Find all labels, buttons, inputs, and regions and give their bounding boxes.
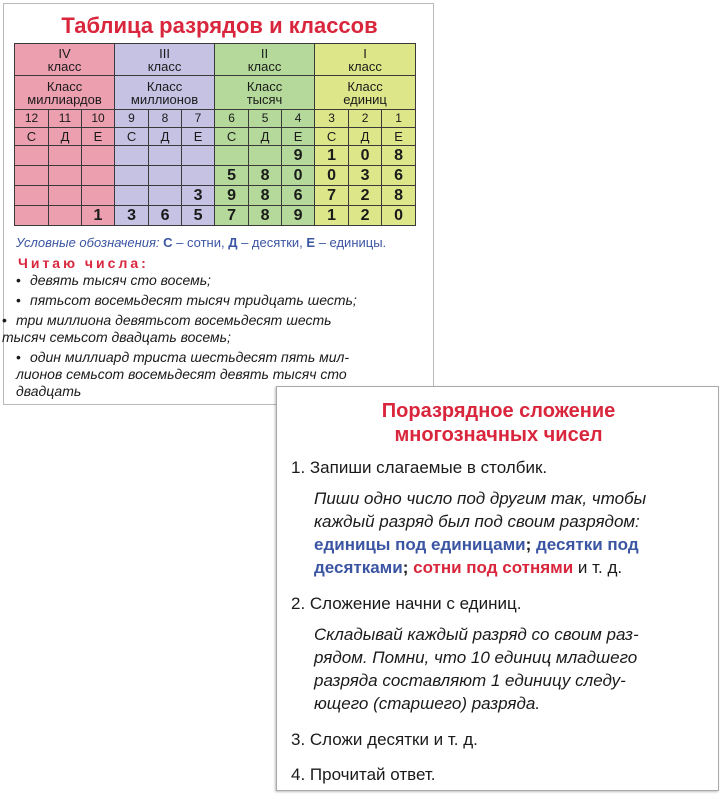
legend-tens-letter: Д bbox=[228, 235, 238, 250]
digit-cell: 3 bbox=[115, 206, 149, 226]
digit-cell: 0 bbox=[282, 166, 315, 186]
digit-cell: 8 bbox=[249, 166, 282, 186]
rank-letter: Д bbox=[249, 128, 282, 146]
rank-position: 8 bbox=[149, 110, 182, 128]
step-2 bbox=[291, 593, 711, 715]
digit-cell: 9 bbox=[215, 186, 249, 206]
bullet: • bbox=[16, 349, 21, 365]
rank-letter: Д bbox=[149, 128, 182, 146]
class-name-units: Класс единиц bbox=[315, 76, 416, 110]
digit-cell: 7 bbox=[215, 206, 249, 226]
digit-cell bbox=[82, 146, 115, 166]
reading-list bbox=[2, 272, 426, 403]
class-name-billions: Класс миллиардов bbox=[15, 76, 115, 110]
step-1-heading: 1. Запиши слагаемые в столбик. bbox=[291, 458, 548, 477]
rank-letter: С bbox=[115, 128, 149, 146]
digit-cell: 9 bbox=[282, 146, 315, 166]
digit-cell: 3 bbox=[349, 166, 382, 186]
rank-letter: Д bbox=[349, 128, 382, 146]
rank-position: 7 bbox=[182, 110, 215, 128]
step-2-heading: 2. Сложение начни с единиц. bbox=[291, 594, 522, 613]
digit-cell bbox=[49, 206, 82, 226]
digit-cell: 0 bbox=[315, 166, 349, 186]
rank-position: 12 bbox=[15, 110, 49, 128]
digit-cell bbox=[82, 166, 115, 186]
digit-cell bbox=[149, 186, 182, 206]
class-i-header: I класс bbox=[315, 44, 416, 76]
digit-cell bbox=[15, 206, 49, 226]
number-row bbox=[15, 186, 416, 206]
rank-letter-row bbox=[15, 128, 416, 146]
digit-cell bbox=[15, 186, 49, 206]
step-4-heading: 4. Прочитай ответ. bbox=[291, 765, 436, 784]
digit-cell bbox=[115, 186, 149, 206]
digit-cell: 7 bbox=[315, 186, 349, 206]
addition-rules-card bbox=[276, 386, 719, 791]
steps-list bbox=[291, 457, 711, 785]
rank-position: 3 bbox=[315, 110, 349, 128]
digit-cell: 6 bbox=[282, 186, 315, 206]
digit-cell: 9 bbox=[282, 206, 315, 226]
rank-letter: Е bbox=[282, 128, 315, 146]
digit-cell bbox=[49, 166, 82, 186]
digit-cell: 2 bbox=[349, 186, 382, 206]
class-iii-header: III класс bbox=[115, 44, 215, 76]
rank-letter: Е bbox=[82, 128, 115, 146]
reading-item: • пятьсот восемьдесят тысяч тридцать шесть; bbox=[16, 292, 357, 308]
step-4 bbox=[291, 764, 711, 785]
digit-cell bbox=[182, 166, 215, 186]
class-name-millions: Класс миллионов bbox=[115, 76, 215, 110]
digit-cell: 2 bbox=[349, 206, 382, 226]
digit-cell bbox=[115, 166, 149, 186]
legend-units-text: – единицы. bbox=[315, 235, 387, 250]
digit-cell: 0 bbox=[382, 206, 416, 226]
rank-letter: Е bbox=[182, 128, 215, 146]
digit-cell: 3 bbox=[182, 186, 215, 206]
tens-rule-a: десятки под bbox=[536, 535, 639, 554]
digit-cell bbox=[49, 146, 82, 166]
digit-cell bbox=[82, 186, 115, 206]
digit-cell bbox=[49, 186, 82, 206]
rank-position: 2 bbox=[349, 110, 382, 128]
class-iv-header: IV класс bbox=[15, 44, 115, 76]
digit-cell: 1 bbox=[315, 146, 349, 166]
number-row bbox=[15, 146, 416, 166]
legend-hundreds-text: – сотни, bbox=[172, 235, 229, 250]
number-row bbox=[15, 206, 416, 226]
digit-cell: 8 bbox=[382, 186, 416, 206]
class-name-thousands: Класс тысяч bbox=[215, 76, 315, 110]
step-2-body: Складывай каждый разряд со своим раз- рядом. Помни, что 10 единиц младшего разряда составляют 1 единицу следу- ющего (старшего) разряда. bbox=[314, 625, 639, 713]
digit-cell: 5 bbox=[182, 206, 215, 226]
reading-item: • один миллиард триста шестьдесят пять мил- лионов семьсот восемьдесят девять тысяч сто двадцать bbox=[16, 349, 350, 399]
rank-letter: Д bbox=[49, 128, 82, 146]
tens-rule-b: десятками bbox=[314, 558, 403, 577]
rank-position: 10 bbox=[82, 110, 115, 128]
rank-position: 4 bbox=[282, 110, 315, 128]
rank-position: 11 bbox=[49, 110, 82, 128]
legend-hundreds-letter: С bbox=[163, 235, 173, 250]
legend-units-letter: Е bbox=[306, 235, 316, 250]
addition-rules-title: Поразрядное сложение многозначных чисел bbox=[381, 400, 616, 446]
digit-cell bbox=[149, 146, 182, 166]
digit-cell: 0 bbox=[349, 146, 382, 166]
reading-title: Читаю числа: bbox=[18, 255, 149, 271]
digit-cell bbox=[149, 166, 182, 186]
digit-cell bbox=[15, 146, 49, 166]
bullet: • bbox=[2, 312, 7, 328]
digit-cell: 8 bbox=[382, 146, 416, 166]
rank-letter: С bbox=[315, 128, 349, 146]
rank-letter: С bbox=[15, 128, 49, 146]
step-1 bbox=[291, 457, 711, 579]
digit-cell: 5 bbox=[215, 166, 249, 186]
rank-table-title: Таблица разрядов и классов bbox=[61, 13, 378, 38]
legend-tens-text: – десятки, bbox=[237, 235, 307, 250]
digit-cell: 1 bbox=[315, 206, 349, 226]
digit-cell bbox=[182, 146, 215, 166]
class-name-row bbox=[15, 76, 416, 110]
digit-cell bbox=[115, 146, 149, 166]
rank-letter: Е bbox=[382, 128, 416, 146]
legend bbox=[16, 235, 386, 250]
digit-cell: 8 bbox=[249, 186, 282, 206]
reading-item: • три миллиона девятьсот восемьдесят шесть тысяч семьсот двадцать восемь; bbox=[2, 312, 332, 345]
digit-cell bbox=[15, 166, 49, 186]
rank-position: 5 bbox=[249, 110, 282, 128]
digit-cell: 1 bbox=[82, 206, 115, 226]
digit-cell bbox=[215, 146, 249, 166]
number-row bbox=[15, 166, 416, 186]
bullet: • bbox=[16, 272, 21, 288]
class-ii-header: II класс bbox=[215, 44, 315, 76]
rank-position: 6 bbox=[215, 110, 249, 128]
rank-table bbox=[14, 43, 416, 226]
legend-prefix: Условные обозначения: bbox=[16, 235, 164, 250]
step-3-heading: 3. Сложи десятки и т. д. bbox=[291, 730, 478, 749]
rank-position: 9 bbox=[115, 110, 149, 128]
step-1-body: Пиши одно число под другим так, чтобы каждый разряд был под своим разрядом: единицы под единицами; десятки под десятками; сотни под сотнями и т. д. bbox=[314, 489, 647, 577]
step-3 bbox=[291, 729, 711, 750]
bullet: • bbox=[16, 292, 21, 308]
reading-item: • девять тысяч сто восемь; bbox=[16, 272, 211, 288]
rank-number-row bbox=[15, 110, 416, 128]
hundreds-rule: сотни под сотнями bbox=[413, 558, 574, 577]
digit-cell: 6 bbox=[382, 166, 416, 186]
rank-table-card bbox=[3, 3, 434, 405]
digit-cell bbox=[249, 146, 282, 166]
digit-cell: 6 bbox=[149, 206, 182, 226]
class-roman-row bbox=[15, 44, 416, 76]
rank-letter: С bbox=[215, 128, 249, 146]
digit-cell: 8 bbox=[249, 206, 282, 226]
rank-position: 1 bbox=[382, 110, 416, 128]
units-rule: единицы под единицами bbox=[314, 535, 526, 554]
